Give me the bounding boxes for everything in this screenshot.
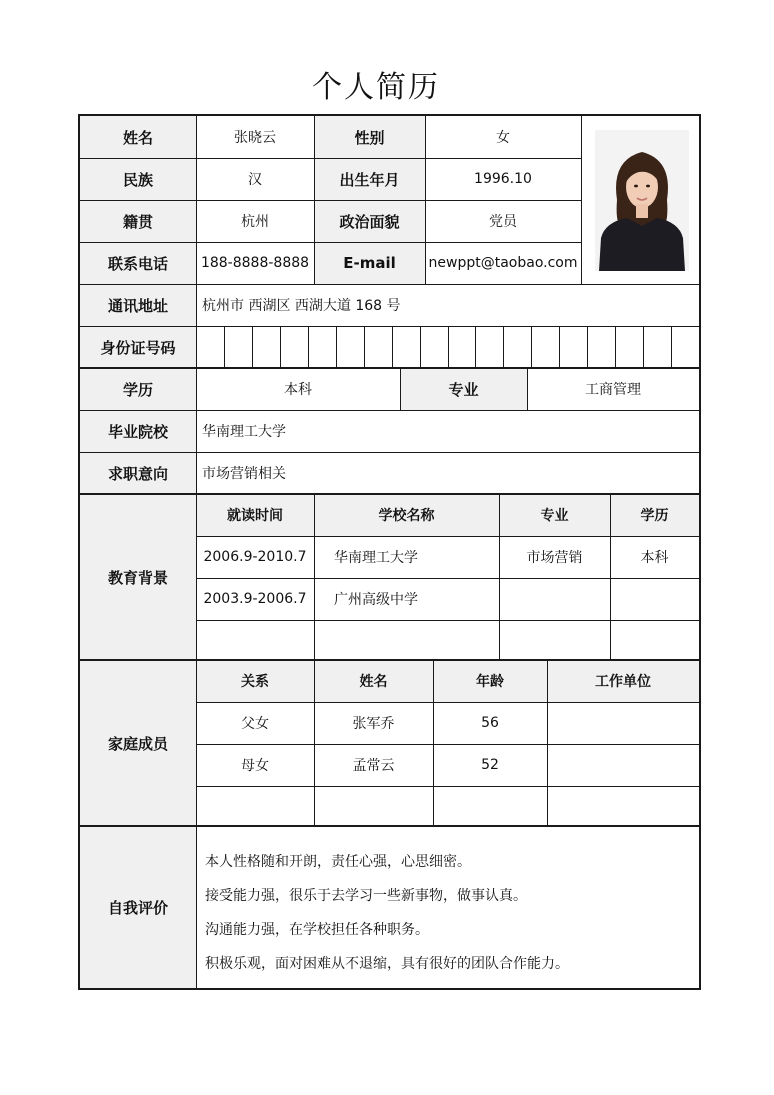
grid-line <box>80 659 699 661</box>
grid-line <box>314 494 315 660</box>
job-intent-label: 求职意向 <box>80 452 196 494</box>
edu-header-school: 学校名称 <box>314 494 499 536</box>
id-number-label: 身份证号码 <box>80 326 196 368</box>
degree-value: 本科 <box>284 382 312 398</box>
edu-row1-period: 2006.9-2010.7 <box>203 549 307 565</box>
major-label: 专业 <box>400 368 527 410</box>
grid-line <box>643 326 644 368</box>
grid-line <box>392 326 393 368</box>
grid-line <box>587 326 588 368</box>
family-header-relation: 关系 <box>196 660 314 702</box>
family-header-age: 年龄 <box>433 660 547 702</box>
email-value: newppt@taobao.com <box>428 255 578 271</box>
grid-line <box>503 326 504 368</box>
phone-label: 联系电话 <box>80 242 196 284</box>
address-label: 通讯地址 <box>80 284 196 326</box>
grid-line <box>80 493 699 495</box>
education-label: 教育背景 <box>80 494 196 660</box>
edu-row1-major: 市场营销 <box>526 550 583 566</box>
job-intent-value: 市场营销相关 <box>202 466 286 482</box>
edu-row2-school: 广州高级中学 <box>334 592 418 608</box>
grid-line <box>531 326 532 368</box>
edu-row1-school: 华南理工大学 <box>334 550 418 566</box>
grid-line <box>224 326 225 368</box>
grid-line <box>314 116 315 284</box>
grid-line <box>196 536 699 537</box>
edu-header-major: 专业 <box>499 494 610 536</box>
grid-line <box>425 116 426 284</box>
grid-line <box>547 660 548 826</box>
grid-line <box>196 578 699 579</box>
family-header-name: 姓名 <box>314 660 433 702</box>
grid-line <box>475 326 476 368</box>
origin-label: 籍贯 <box>80 200 196 242</box>
ethnicity-value: 汉 <box>248 172 262 188</box>
grid-line <box>559 326 560 368</box>
grid-line <box>80 410 699 411</box>
grid-line <box>433 660 434 826</box>
grid-line <box>615 326 616 368</box>
edu-header-degree: 学历 <box>610 494 699 536</box>
grid-line <box>80 242 581 243</box>
grid-line <box>196 744 699 745</box>
resume-table <box>78 114 701 990</box>
self-eval-text <box>197 827 699 987</box>
grid-line <box>420 326 421 368</box>
grid-line <box>80 284 699 285</box>
grid-line <box>581 116 582 284</box>
grid-line <box>308 326 309 368</box>
grid-line <box>196 620 699 621</box>
ethnicity-label: 民族 <box>80 158 196 200</box>
edu-row2-period: 2003.9-2006.7 <box>203 591 307 607</box>
profile-photo <box>595 130 689 271</box>
person-portrait-icon <box>595 130 689 271</box>
email-label: E-mail <box>314 242 425 284</box>
page-title: 个人简历 <box>312 70 440 105</box>
grid-line <box>314 660 315 826</box>
political-label: 政治面貌 <box>314 200 425 242</box>
grid-line <box>80 200 581 201</box>
gender-label: 性别 <box>314 116 425 158</box>
grid-line <box>80 452 699 453</box>
grid-line <box>364 326 365 368</box>
grid-line <box>448 326 449 368</box>
origin-value: 杭州 <box>241 214 269 230</box>
self-eval-line: 本人性格随和开朗，责任心强，心思细密。 <box>205 854 471 870</box>
family-row1-name: 张军乔 <box>352 716 395 732</box>
grid-line <box>610 494 611 660</box>
political-value: 党员 <box>489 214 517 230</box>
family-row2-age: 52 <box>481 757 499 773</box>
grid-line <box>400 368 401 410</box>
self-eval-line: 沟通能力强，在学校担任各种职务。 <box>205 922 429 938</box>
grid-line <box>80 326 699 327</box>
school-label: 毕业院校 <box>80 410 196 452</box>
grid-line <box>196 702 699 703</box>
grid-line <box>527 368 528 410</box>
family-row2-name: 孟常云 <box>352 758 395 774</box>
grid-line <box>252 326 253 368</box>
birth-label: 出生年月 <box>314 158 425 200</box>
name-label: 姓名 <box>80 116 196 158</box>
degree-label: 学历 <box>80 368 196 410</box>
birth-value: 1996.10 <box>474 171 532 187</box>
gender-value: 女 <box>496 130 510 146</box>
name-value: 张晓云 <box>234 130 276 146</box>
grid-line <box>280 326 281 368</box>
edu-row1-degree: 本科 <box>640 550 669 566</box>
school-value: 华南理工大学 <box>202 424 286 440</box>
grid-line <box>196 116 197 988</box>
family-row1-age: 56 <box>481 715 499 731</box>
grid-line <box>196 786 699 787</box>
address-value: 杭州市 西湖区 西湖大道 168 号 <box>202 298 401 314</box>
self-eval-line: 积极乐观，面对困难从不退缩，具有很好的团队合作能力。 <box>205 956 569 972</box>
family-label: 家庭成员 <box>80 660 196 826</box>
grid-line <box>499 494 500 660</box>
grid-line <box>336 326 337 368</box>
grid-line <box>80 367 699 369</box>
self-eval-line: 接受能力强，很乐于去学习一些新事物，做事认真。 <box>205 888 527 904</box>
family-row1-relation: 父女 <box>241 716 269 732</box>
family-row2-relation: 母女 <box>241 758 269 774</box>
family-header-employer: 工作单位 <box>547 660 699 702</box>
major-value: 工商管理 <box>585 382 641 398</box>
grid-line <box>80 158 581 159</box>
edu-header-period: 就读时间 <box>196 494 314 536</box>
phone-value: 188-8888-8888 <box>200 255 310 271</box>
self-eval-label: 自我评价 <box>80 826 196 988</box>
grid-line <box>80 825 699 827</box>
grid-line <box>671 326 672 368</box>
